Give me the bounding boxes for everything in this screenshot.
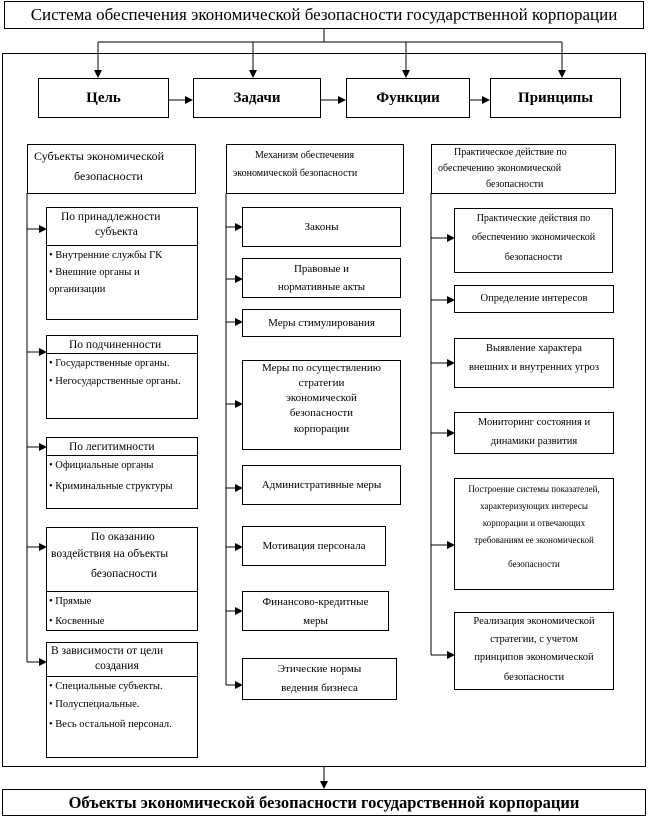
subjects-header-line2: безопасности xyxy=(74,169,143,183)
objects-box xyxy=(2,789,646,816)
mech-strategy-line4: безопасности xyxy=(289,407,354,419)
group-purpose-title2: создания xyxy=(95,660,139,672)
mech-finance-line2: меры xyxy=(303,615,328,627)
practical-header-line1: Практическое действие по xyxy=(454,147,567,158)
mech-administrative-label: Административные меры xyxy=(261,479,382,491)
group-legitimacy-item1: • Официальные органы xyxy=(49,460,154,471)
mech-finance-line1: Финансово-кредитные xyxy=(262,596,369,608)
act-strategy xyxy=(454,612,614,690)
mech-ethics-line1: Этические нормы xyxy=(277,663,362,675)
act-monitoring xyxy=(454,412,614,454)
mech-legal-acts-line2: нормативные акты xyxy=(277,281,366,293)
group-subordination-item1: • Государственные органы. xyxy=(49,358,170,369)
mech-motivation xyxy=(242,526,386,566)
act-indicators-line5: безопасности xyxy=(508,559,560,569)
group-ownership-item1: • Внутренние службы ГК xyxy=(49,250,163,261)
practical-header-line3: безопасности xyxy=(486,179,544,190)
mech-strategy-line2: стратегии xyxy=(298,377,345,389)
mechanism-header-line1: Механизм обеспечения xyxy=(255,150,355,161)
mech-motivation-label: Мотивация персонала xyxy=(262,540,366,552)
group-purpose-item3: • Весь остальной персонал. xyxy=(49,719,172,730)
act-indicators-line2: характеризующих интересы xyxy=(480,501,588,511)
group-impact xyxy=(46,527,198,631)
act-practical-line2: обеспечению экономической xyxy=(471,232,596,243)
system-title-box xyxy=(4,1,644,29)
group-subordination xyxy=(46,335,198,419)
mech-incentives-label: Меры стимулирования xyxy=(268,317,375,329)
tasks-box xyxy=(193,78,321,118)
principles-label: Принципы xyxy=(518,89,593,106)
mechanism-header-box xyxy=(226,144,404,194)
group-impact-item2: • Косвенные xyxy=(49,616,105,627)
practical-header-box xyxy=(431,144,616,194)
subjects-header-line1: Субъекты экономической xyxy=(34,149,165,163)
mech-legal-acts xyxy=(242,258,401,298)
mech-strategy xyxy=(242,360,401,450)
functions-label: Функции xyxy=(376,89,440,106)
goal-label: Цель xyxy=(86,89,121,106)
group-impact-title3: безопасности xyxy=(91,568,158,580)
act-indicators-line1: Построение системы показателей, xyxy=(468,484,600,494)
mech-administrative xyxy=(242,465,401,505)
mech-strategy-line1: Меры по осуществлению xyxy=(261,362,382,374)
act-interests xyxy=(454,285,614,313)
act-indicators xyxy=(454,478,614,590)
act-indicators-line4: требованиям ее экономической xyxy=(474,535,594,545)
group-impact-title1: По оказанию xyxy=(91,531,155,543)
act-monitoring-line1: Мониторинг состояния и xyxy=(477,417,591,428)
mech-incentives xyxy=(242,309,401,337)
group-ownership-item3: организации xyxy=(49,284,106,295)
mech-ethics xyxy=(242,658,397,700)
act-interests-label: Определение интересов xyxy=(480,293,588,304)
act-threats-line2: внешних и внутренних угроз xyxy=(468,362,600,373)
group-subordination-item2: • Негосударственные органы. xyxy=(49,376,181,387)
tasks-label: Задачи xyxy=(233,89,281,106)
group-purpose-item1: • Специальные субъекты. xyxy=(49,681,163,692)
act-strategy-line1: Реализация экономической xyxy=(473,616,595,627)
act-practical-line1: Практические действия по xyxy=(476,213,591,224)
group-purpose-title1: В зависимости от цели xyxy=(51,645,164,657)
group-ownership-item2: • Внешние органы и xyxy=(49,267,140,278)
objects-label: Объекты экономической безопасности государственной корпорации xyxy=(68,792,580,812)
practical-header-line2: обеспечению экономической xyxy=(438,163,562,174)
group-ownership xyxy=(46,207,198,320)
group-legitimacy xyxy=(46,437,198,509)
act-indicators-line3: корпорации и отвечающих xyxy=(482,518,586,528)
mech-legal-acts-line1: Правовые и xyxy=(293,263,350,275)
group-legitimacy-item2: • Криминальные структуры xyxy=(49,481,173,492)
group-legitimacy-title: По легитимности xyxy=(69,441,155,453)
group-subordination-title: По подчиненности xyxy=(69,339,162,351)
mech-ethics-line2: ведения бизнеса xyxy=(281,682,358,694)
group-ownership-title2: субъекта xyxy=(95,226,138,238)
subjects-header-box xyxy=(27,144,196,194)
mech-laws xyxy=(242,207,401,247)
act-threats xyxy=(454,338,614,388)
goal-box xyxy=(38,78,169,118)
act-practical xyxy=(454,208,613,273)
act-practical-line3: безопасности xyxy=(504,252,563,263)
group-purpose xyxy=(46,642,198,758)
mechanism-header-line2: экономической безопасности xyxy=(233,168,358,179)
act-strategy-line3: принципов экономической xyxy=(474,652,594,663)
system-title: Система обеспечения экономической безопасности государственной корпорации xyxy=(30,5,618,24)
functions-box xyxy=(346,78,470,118)
act-monitoring-line2: динамики развития xyxy=(490,436,578,447)
mech-strategy-line3: экономической xyxy=(286,392,357,404)
mech-finance xyxy=(242,591,389,631)
mech-strategy-line5: корпорации xyxy=(293,423,350,435)
group-purpose-item2: • Полуспециальные. xyxy=(49,699,140,710)
group-impact-title2: воздействия на объекты xyxy=(51,548,169,560)
group-impact-item1: • Прямые xyxy=(49,596,92,607)
mech-laws-label: Законы xyxy=(304,221,339,233)
act-strategy-line4: безопасности xyxy=(503,672,565,683)
act-threats-line1: Выявление характера xyxy=(486,343,582,354)
act-strategy-line2: стратегии, с учетом xyxy=(490,634,578,645)
group-ownership-title1: По принадлежности xyxy=(61,211,161,223)
principles-box xyxy=(490,78,621,118)
